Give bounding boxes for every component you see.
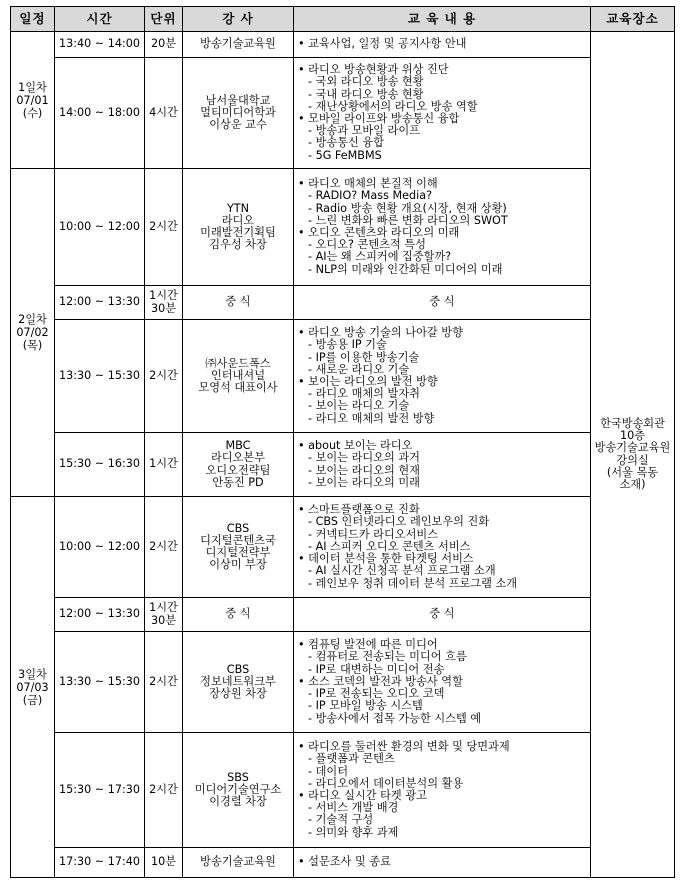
instructor-line: 정보네트워크부	[200, 674, 276, 688]
unit-cell	[145, 32, 183, 58]
content-subtopic: - 서비스 개발 배경	[308, 801, 399, 815]
schedule-row	[11, 848, 675, 878]
schedule-body	[11, 32, 675, 878]
venue-line: (서울 목동	[606, 465, 659, 479]
instructor-line: 디지털전략부	[205, 546, 271, 559]
day-label-line: 07/01	[16, 93, 49, 107]
content-subtopic: - 방송통신 융합	[308, 136, 384, 150]
content-cell	[294, 433, 591, 497]
instructor-cell	[183, 169, 294, 286]
content-subtopic: - RADIO? Mass Media?	[308, 189, 433, 203]
schedule-row	[11, 433, 675, 497]
header-unit: 단위	[145, 7, 183, 32]
time-cell: 12:00 ~ 13:30	[55, 286, 145, 320]
content-subtopic: - 새로운 라디오 기술	[308, 362, 410, 376]
unit-line: 30분	[150, 301, 177, 315]
unit-line: 1시간	[149, 457, 178, 471]
content-subtopic: - 데이터	[308, 764, 349, 778]
unit-cell	[145, 433, 183, 497]
unit-line: 1시간	[149, 289, 178, 303]
instructor-line: 이상미 부장	[209, 558, 267, 572]
header-row	[11, 7, 675, 32]
content-topic: • 라디오 방송 기술의 나아갈 방향	[298, 327, 587, 339]
content-cell	[294, 598, 591, 632]
unit-cell	[145, 598, 183, 632]
instructor-line: 디지털콘텐츠국	[200, 533, 276, 547]
unit-cell	[145, 320, 183, 433]
content-subtopic: - 방송사에서 접목 가능한 시스템 예	[308, 711, 482, 725]
unit-line: 4시간	[149, 105, 178, 119]
content-subtopic: - 방송용 IP 기술	[308, 338, 387, 352]
instructor-line: 중 식	[225, 295, 251, 309]
content-subtopic: - 라디오에서 데이터분석의 활용	[308, 776, 464, 790]
instructor-line: 인터내셔널	[210, 368, 266, 382]
content-topic: • 스마트플랫폼으로 진화	[298, 504, 587, 516]
day-label	[11, 32, 55, 169]
instructor-line: 이상운 교수	[209, 118, 267, 132]
instructor-line: 김우성 차장	[209, 238, 267, 252]
unit-cell	[145, 58, 183, 169]
content-subtopic: - 느린 변화와 빠른 변화 라디오의 SWOT	[308, 213, 508, 227]
content-subtopic: - 기술적 구성	[308, 813, 374, 827]
instructor-line: 중 식	[225, 607, 251, 621]
time-cell: 17:30 ~ 17:40	[55, 848, 145, 878]
venue-line: 10층	[619, 429, 646, 443]
venue-cell	[591, 32, 675, 878]
day-label-line: 3일차	[18, 667, 47, 681]
schedule-row	[11, 32, 675, 58]
content-subtopic: - AI 스피커 오디오 콘텐츠 서비스	[308, 539, 471, 553]
instructor-line: 미디어기술연구소	[194, 782, 282, 796]
content-subtopic: - CBS 인터넷라디오 레인보우의 진화	[308, 515, 490, 529]
content-topic: • 라디오 매체의 본질적 이해	[298, 178, 587, 190]
content-subtopic: - 방송과 모바일 라이프	[308, 124, 420, 138]
header-venue: 교육장소	[591, 7, 675, 32]
content-cell	[294, 286, 591, 320]
unit-line: 10분	[150, 855, 177, 869]
unit-cell	[145, 733, 183, 848]
day-label	[11, 497, 55, 878]
instructor-line: 라디오	[221, 213, 255, 227]
schedule-document	[10, 6, 674, 878]
instructor-line: 안동진 PD	[212, 475, 264, 489]
instructor-cell	[183, 632, 294, 733]
time-cell: 15:30 ~ 17:30	[55, 733, 145, 848]
unit-cell	[145, 497, 183, 598]
instructor-line: 오디오전략팀	[205, 463, 271, 477]
instructor-line: 미래발전기획팀	[200, 226, 276, 239]
time-cell: 15:30 ~ 16:30	[55, 433, 145, 497]
day-label-line: 07/03	[16, 680, 49, 694]
content-subtopic: - AI 실시간 신청곡 분석 프로그램 소개	[308, 564, 496, 578]
content-topic: • 라디오 실시간 타겟 광고	[298, 790, 587, 802]
day-label-line: 07/02	[16, 326, 49, 339]
content-cell	[294, 632, 591, 733]
header-instructor: 강 사	[183, 7, 294, 32]
content-cell	[294, 848, 591, 878]
instructor-line: YTN	[226, 201, 250, 215]
content-subtopic: - 보이는 라디오 기술	[308, 399, 410, 413]
content-cell	[294, 497, 591, 598]
header-time: 시간	[55, 7, 145, 32]
schedule-row	[11, 286, 675, 320]
content-cell	[294, 320, 591, 433]
schedule-row	[11, 320, 675, 433]
content-text: 중 식	[429, 607, 455, 621]
header-day: 일정	[11, 7, 55, 32]
instructor-cell	[183, 733, 294, 848]
content-subtopic: - 5G FeMBMS	[308, 148, 382, 162]
content-subtopic: - 의미와 향후 과제	[308, 825, 399, 839]
instructor-cell	[183, 32, 294, 58]
content-topic: • 오디오 콘텐츠와 라디오의 미래	[298, 227, 587, 239]
time-cell: 14:00 ~ 18:00	[55, 58, 145, 169]
instructor-cell	[183, 598, 294, 632]
time-cell: 10:00 ~ 12:00	[55, 169, 145, 286]
venue-line: 방송기술교육원	[594, 441, 671, 455]
unit-cell	[145, 286, 183, 320]
instructor-line: 라디오본부	[210, 451, 266, 465]
header-content: 교 육 내 용	[294, 7, 591, 32]
schedule-row	[11, 632, 675, 733]
content-topic: • 소스 코덱의 발전과 방송사 역할	[298, 676, 587, 688]
instructor-cell	[183, 58, 294, 169]
schedule-row	[11, 598, 675, 632]
content-topic: • 보이는 라디오의 발전 방향	[298, 376, 587, 388]
venue-line: 소재)	[619, 477, 646, 491]
schedule-row	[11, 733, 675, 848]
instructor-line: 방송기술교육원	[200, 855, 276, 869]
content-topic: • 컴퓨팅 발전에 따른 미디어	[298, 639, 587, 651]
unit-line: 1시간	[149, 601, 178, 615]
content-text: 중 식	[429, 295, 455, 309]
content-subtopic: - 재난상황에서의 라디오 방송 역할	[308, 99, 478, 113]
instructor-line: 멀티미디어학과	[200, 105, 276, 119]
content-subtopic: - NLP의 미래와 인간화된 미디어의 미래	[308, 262, 503, 276]
content-subtopic: - 라디오 매체의 발전 방향	[308, 411, 435, 425]
content-subtopic: - 보이는 라디오의 미래	[308, 475, 420, 489]
unit-line: 30분	[150, 613, 177, 627]
instructor-line: 장상원 차장	[209, 687, 267, 701]
day-label-line: (금)	[22, 693, 43, 707]
instructor-line: SBS	[227, 770, 249, 784]
content-cell	[294, 58, 591, 169]
unit-line: 2시간	[149, 219, 178, 233]
day-label-line: 1일차	[18, 80, 47, 94]
instructor-line: CBS	[226, 521, 250, 535]
content-subtopic: - 커넥티드카 라디오서비스	[308, 527, 439, 541]
time-cell: 12:00 ~ 13:30	[55, 598, 145, 632]
content-topic: • 교육사업, 일정 및 공지사항 안내	[298, 38, 587, 50]
schedule-row	[11, 169, 675, 286]
instructor-line: MBC	[225, 439, 251, 453]
unit-line: 2시간	[149, 368, 178, 382]
instructor-cell	[183, 848, 294, 878]
unit-cell	[145, 632, 183, 733]
content-subtopic: - 보이는 라디오의 현재	[308, 463, 420, 477]
content-subtopic: - 컴퓨터로 전송되는 미디어 흐름	[308, 650, 467, 664]
time-cell: 13:30 ~ 15:30	[55, 320, 145, 433]
unit-line: 20분	[150, 37, 177, 51]
time-cell: 10:00 ~ 12:00	[55, 497, 145, 598]
content-topic: • 라디오 방송현황과 위상 진단	[298, 64, 587, 76]
content-subtopic: - 국외 라디오 방송 현황	[308, 75, 424, 89]
content-subtopic: - Radio 방송 현황 개요(시장, 현재 상황)	[308, 201, 507, 215]
time-cell: 13:30 ~ 15:30	[55, 632, 145, 733]
unit-line: 2시간	[149, 539, 178, 553]
time-cell: 13:40 ~ 14:00	[55, 32, 145, 58]
instructor-line: 남서울대학교	[205, 93, 271, 107]
schedule-table	[10, 6, 675, 878]
schedule-row	[11, 497, 675, 598]
content-topic: • about 보이는 라디오	[298, 440, 587, 452]
content-subtopic: - 라디오 매체의 발자취	[308, 387, 420, 401]
content-topic: • 데이터 분석을 통한 타겟팅 서비스	[298, 553, 587, 565]
instructor-cell	[183, 320, 294, 433]
instructor-cell	[183, 497, 294, 598]
content-topic: • 라디오를 둘러싼 환경의 변화 및 당면과제	[298, 741, 587, 753]
instructor-line: CBS	[226, 662, 250, 676]
content-topic: • 모바일 라이프와 방송통신 융합	[298, 113, 587, 125]
schedule-row	[11, 58, 675, 169]
content-subtopic: - 플랫폼과 콘텐츠	[308, 752, 395, 766]
content-subtopic: - AI는 왜 스피커에 집중할까?	[308, 250, 452, 264]
instructor-cell	[183, 433, 294, 497]
content-subtopic: - IP로 전송되는 오디오 코덱	[308, 687, 445, 701]
content-subtopic: - 오디오? 콘텐츠적 특성	[308, 238, 426, 252]
content-subtopic: - IP 모바일 방송 시스템	[308, 699, 423, 713]
content-subtopic: - IP로 대변하는 미디어 전송	[308, 662, 445, 676]
day-label-line: (목)	[22, 339, 43, 352]
unit-cell	[145, 169, 183, 286]
unit-line: 2시간	[149, 782, 178, 796]
instructor-line: 방송기술교육원	[200, 37, 276, 51]
day-label	[11, 169, 55, 497]
day-label-line: 2일차	[18, 313, 47, 326]
content-subtopic: - 보이는 라디오의 과거	[308, 451, 420, 465]
content-subtopic: - 국내 라디오 방송 현황	[308, 87, 424, 101]
unit-line: 2시간	[149, 674, 178, 688]
venue-line: 한국방송회관	[600, 416, 665, 430]
content-subtopic: - 레인보우 청취 데이터 분석 프로그램 소개	[308, 576, 518, 590]
content-topic: • 설문조사 및 종료	[298, 856, 587, 868]
content-cell	[294, 169, 591, 286]
unit-cell	[145, 848, 183, 878]
instructor-line: 모영석 대표이사	[198, 381, 278, 395]
content-subtopic: - IP를 이용한 방송기술	[308, 350, 420, 364]
content-cell	[294, 32, 591, 58]
day-label-line: (수)	[22, 106, 43, 120]
instructor-line: ㈜사운드폭스	[205, 356, 271, 370]
venue-line: 강의실	[616, 453, 649, 467]
content-cell	[294, 733, 591, 848]
instructor-cell	[183, 286, 294, 320]
instructor-line: 이경렬 차장	[209, 795, 267, 809]
